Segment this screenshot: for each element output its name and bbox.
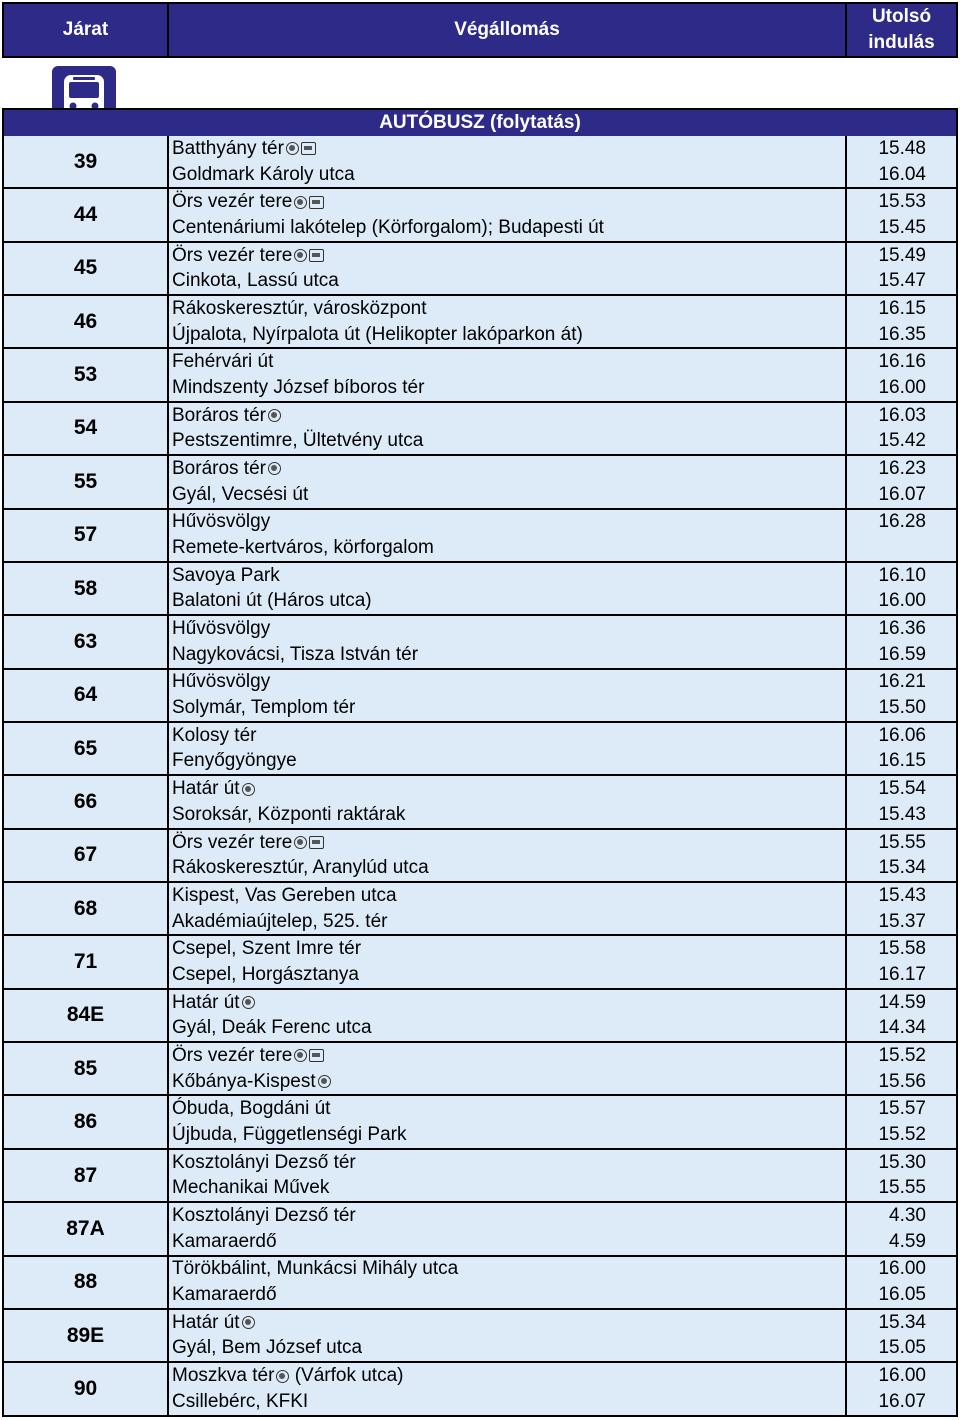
table-row	[4, 828, 956, 881]
metro-icon	[294, 196, 307, 209]
destination-line	[172, 963, 845, 987]
header-last-departure	[847, 4, 956, 56]
destination-name: Kispest, Vas Gereben utca	[172, 884, 397, 906]
destination-line	[172, 1070, 845, 1094]
header-route: Járat	[4, 4, 167, 56]
last-departure-time: 16.10	[878, 564, 926, 586]
last-departure-time: 15.42	[878, 430, 926, 452]
destination-name: Örs vezér tere	[172, 831, 293, 853]
header-last-line1: Utolsó	[871, 6, 932, 27]
destination-name: Határ út	[172, 1311, 240, 1333]
table-row	[4, 347, 956, 400]
destination-name: Mechanikai Művek	[172, 1177, 330, 1199]
destinations	[169, 883, 845, 934]
metro-icon	[242, 996, 255, 1009]
last-departure-time: 15.49	[878, 244, 926, 266]
last-departure-time: 16.07	[878, 1390, 926, 1412]
destination-name: Batthyány tér	[172, 137, 284, 159]
last-departure-time: 16.00	[878, 376, 926, 398]
destination-line	[172, 1230, 845, 1254]
last-departures	[847, 723, 956, 774]
last-departure-time: 16.17	[878, 963, 926, 985]
last-departure-time: 15.37	[878, 910, 926, 932]
route-number: 54	[4, 403, 167, 454]
destinations	[169, 776, 845, 827]
last-departures	[847, 936, 956, 987]
destinations	[169, 1257, 845, 1308]
metro-icon	[294, 249, 307, 262]
route-number: 71	[4, 936, 167, 987]
destination-line	[172, 1151, 845, 1175]
metro-icon	[242, 1316, 255, 1329]
table-row	[4, 294, 956, 347]
last-departure-time: 16.00	[878, 1258, 926, 1280]
destination-line	[172, 1176, 845, 1200]
destination-line	[172, 564, 845, 588]
last-departure-time: 15.05	[878, 1337, 926, 1359]
metro-icon	[286, 142, 299, 155]
destination-line	[172, 1016, 845, 1040]
destination-line	[172, 457, 845, 481]
last-departures	[847, 616, 956, 667]
destination-name: Óbuda, Bogdáni út	[172, 1098, 331, 1120]
last-departure-time: 16.00	[878, 1365, 926, 1387]
destination-line	[172, 1257, 845, 1281]
last-departure-time: 15.48	[878, 137, 926, 159]
destination-name: Kamaraerdő	[172, 1230, 277, 1252]
last-departure-time: 15.52	[878, 1044, 926, 1066]
last-departure-time: 15.43	[878, 884, 926, 906]
last-departure-time: 16.23	[878, 457, 926, 479]
route-number: 85	[4, 1043, 167, 1094]
section-title: AUTÓBUSZ (folytatás)	[4, 110, 956, 136]
last-departure-time: 16.03	[878, 404, 926, 426]
destination-name: Kosztolányi Dezső tér	[172, 1151, 356, 1173]
destination-name: Remete-kertváros, körforgalom	[172, 537, 434, 559]
destinations	[169, 510, 845, 561]
destination-line	[172, 1123, 845, 1147]
destination-name: Határ út	[172, 778, 240, 800]
last-departures	[847, 1257, 956, 1308]
route-number: 66	[4, 776, 167, 827]
destinations	[169, 136, 845, 187]
last-departure-time: 15.34	[878, 1311, 926, 1333]
last-departure-time: 15.52	[878, 1123, 926, 1145]
last-departure-time: 16.16	[878, 351, 926, 373]
last-departure-time: 15.34	[878, 857, 926, 879]
destinations	[169, 1150, 845, 1201]
destination-line	[172, 1311, 845, 1335]
hev-icon	[309, 196, 324, 209]
route-number: 87A	[4, 1203, 167, 1254]
destination-name: Savoya Park	[172, 564, 280, 586]
hev-icon	[309, 836, 324, 849]
destination-name: Csepel, Szent Imre tér	[172, 938, 362, 960]
table-row	[4, 454, 956, 507]
last-departures	[847, 456, 956, 507]
destinations	[169, 243, 845, 294]
last-departures	[847, 883, 956, 934]
destination-name: Csepel, Horgásztanya	[172, 963, 359, 985]
route-number: 46	[4, 296, 167, 347]
route-number: 63	[4, 616, 167, 667]
destination-line	[172, 937, 845, 961]
destinations	[169, 563, 845, 614]
table-row	[4, 561, 956, 614]
last-departure-time: 15.54	[878, 778, 926, 800]
destination-line	[172, 1283, 845, 1307]
table-row	[4, 187, 956, 240]
table-row	[4, 241, 956, 294]
table-row	[4, 1255, 956, 1308]
destination-line	[172, 589, 845, 613]
last-departure-time: 16.35	[878, 323, 926, 345]
last-departures	[847, 1096, 956, 1147]
last-departure-time: 15.45	[878, 216, 926, 238]
last-departure-time: 15.50	[878, 697, 926, 719]
destination-name: Rákoskeresztúr, városközpont	[172, 297, 427, 319]
destination-name: Csillebérc, KFKI	[172, 1390, 309, 1412]
last-departure-time: 14.34	[878, 1017, 926, 1039]
last-departure-time: 4.59	[889, 1230, 926, 1252]
table-row	[4, 136, 956, 187]
last-departures	[847, 403, 956, 454]
destination-name: Balatoni út (Háros utca)	[172, 590, 372, 612]
destination-name: Határ út	[172, 991, 240, 1013]
destination-name: Soroksár, Központi raktárak	[172, 803, 406, 825]
route-number: 90	[4, 1363, 167, 1414]
destination-name: Hűvösvölgy	[172, 671, 271, 693]
route-number: 86	[4, 1096, 167, 1147]
last-departure-time: 15.56	[878, 1070, 926, 1092]
last-departure-time: 15.47	[878, 270, 926, 292]
table-row	[4, 508, 956, 561]
last-departures	[847, 136, 956, 187]
table-row	[4, 1094, 956, 1147]
table-header	[2, 2, 958, 58]
destination-name: Hűvösvölgy	[172, 511, 271, 533]
destination-name: Törökbálint, Munkácsi Mihály utca	[172, 1258, 459, 1280]
route-number: 53	[4, 349, 167, 400]
route-number: 44	[4, 189, 167, 240]
last-departures	[847, 990, 956, 1041]
last-departure-time: 16.15	[878, 750, 926, 772]
destination-name: Rákoskeresztúr, Aranylúd utca	[172, 857, 429, 879]
last-departures	[847, 670, 956, 721]
destination-line	[172, 910, 845, 934]
last-departure-time: 16.04	[878, 163, 926, 185]
last-departure-time: 15.43	[878, 803, 926, 825]
route-number: 87	[4, 1150, 167, 1201]
last-departures	[847, 1363, 956, 1414]
destination-suffix: (Várfok utca)	[289, 1365, 404, 1387]
table-row	[4, 401, 956, 454]
destination-line	[172, 856, 845, 880]
last-departures	[847, 296, 956, 347]
table-row	[4, 1361, 956, 1414]
destination-name: Gyál, Vecsési út	[172, 483, 309, 505]
destination-name: Kamaraerdő	[172, 1284, 277, 1306]
destinations	[169, 1096, 845, 1147]
destination-line	[172, 376, 845, 400]
destination-name: Nagykovácsi, Tisza István tér	[172, 643, 419, 665]
table-row	[4, 1201, 956, 1254]
last-departure-time: 16.07	[878, 483, 926, 505]
destination-line	[172, 137, 845, 161]
last-departures	[847, 349, 956, 400]
destination-line	[172, 350, 845, 374]
destination-line	[172, 483, 845, 507]
last-departures	[847, 1310, 956, 1361]
destination-name: Mindszenty József bíboros tér	[172, 376, 425, 398]
destination-name: Gyál, Deák Ferenc utca	[172, 1017, 372, 1039]
destination-line	[172, 190, 845, 214]
last-departures	[847, 1043, 956, 1094]
hev-icon	[309, 249, 324, 262]
route-number: 65	[4, 723, 167, 774]
destination-line	[172, 749, 845, 773]
destination-name: Solymár, Templom tér	[172, 697, 356, 719]
hev-icon	[301, 142, 316, 155]
last-departure-time: 15.57	[878, 1098, 926, 1120]
destination-name: Örs vezér tere	[172, 1044, 293, 1066]
destination-line	[172, 510, 845, 534]
metro-icon	[268, 409, 281, 422]
destination-line	[172, 1204, 845, 1228]
last-departures	[847, 563, 956, 614]
last-departure-time: 14.59	[878, 991, 926, 1013]
destination-name: Pestszentimre, Ültetvény utca	[172, 430, 424, 452]
destination-line	[172, 1097, 845, 1121]
last-departure-time: 16.05	[878, 1284, 926, 1306]
table-row	[4, 934, 956, 987]
destination-line	[172, 643, 845, 667]
destination-line	[172, 1364, 845, 1388]
last-departure-time: 16.28	[878, 511, 926, 533]
destinations	[169, 1363, 845, 1414]
destination-line	[172, 991, 845, 1015]
destination-line	[172, 1336, 845, 1360]
hev-icon	[309, 1049, 324, 1062]
destinations	[169, 296, 845, 347]
destination-line	[172, 696, 845, 720]
destinations	[169, 990, 845, 1041]
destination-name: Hűvösvölgy	[172, 618, 271, 640]
route-number: 67	[4, 830, 167, 881]
table-row	[4, 881, 956, 934]
destination-line	[172, 269, 845, 293]
destinations	[169, 670, 845, 721]
destination-name: Gyál, Bem József utca	[172, 1337, 363, 1359]
table-row	[4, 988, 956, 1041]
last-departure-time: 16.15	[878, 297, 926, 319]
destination-name: Újpalota, Nyírpalota út (Helikopter lakóparkon át)	[172, 323, 583, 345]
last-departures	[847, 510, 956, 561]
destination-line	[172, 297, 845, 321]
destination-name: Örs vezér tere	[172, 191, 293, 213]
destination-line	[172, 1044, 845, 1068]
destination-name: Kolosy tér	[172, 724, 257, 746]
table-row	[4, 668, 956, 721]
destination-name: Örs vezér tere	[172, 244, 293, 266]
destination-line	[172, 429, 845, 453]
last-departure-time: 16.59	[878, 643, 926, 665]
destination-line	[172, 617, 845, 641]
destination-name: Újbuda, Függetlenségi Park	[172, 1123, 407, 1145]
destinations	[169, 936, 845, 987]
destinations	[169, 830, 845, 881]
destination-line	[172, 803, 845, 827]
destination-line	[172, 777, 845, 801]
last-departures	[847, 1150, 956, 1201]
destination-line	[172, 323, 845, 347]
route-number: 55	[4, 456, 167, 507]
table-row	[4, 1041, 956, 1094]
header-destination: Végállomás	[169, 4, 845, 56]
destinations	[169, 1203, 845, 1254]
destination-name: Centenáriumi lakótelep (Körforgalom); Budapesti út	[172, 216, 604, 238]
destination-line	[172, 163, 845, 187]
table-row	[4, 774, 956, 827]
last-departures	[847, 189, 956, 240]
destination-line	[172, 536, 845, 560]
destination-name: Fehérvári út	[172, 351, 274, 373]
destination-line	[172, 1390, 845, 1414]
route-number: 89E	[4, 1310, 167, 1361]
metro-icon	[276, 1370, 289, 1383]
destination-name: Moszkva tér	[172, 1365, 275, 1387]
destinations	[169, 1043, 845, 1094]
last-departure-time: 15.58	[878, 938, 926, 960]
last-departure-time: 15.55	[878, 831, 926, 853]
last-departure-time: 15.30	[878, 1151, 926, 1173]
destination-name: Akadémiaújtelep, 525. tér	[172, 910, 388, 932]
destination-line	[172, 216, 845, 240]
last-departure-time: 16.21	[878, 671, 926, 693]
destination-line	[172, 404, 845, 428]
destination-line	[172, 724, 845, 748]
timetable	[2, 136, 958, 1417]
table-row	[4, 1148, 956, 1201]
destinations	[169, 723, 845, 774]
last-departures	[847, 1203, 956, 1254]
last-departures	[847, 830, 956, 881]
destination-name: Boráros tér	[172, 457, 266, 479]
metro-icon	[294, 836, 307, 849]
last-departure-time: 15.55	[878, 1177, 926, 1199]
destination-name: Goldmark Károly utca	[172, 163, 355, 185]
header-last-line2: indulás	[868, 32, 935, 53]
section-band	[2, 108, 958, 136]
metro-icon	[294, 1049, 307, 1062]
route-number: 58	[4, 563, 167, 614]
metro-icon	[318, 1075, 331, 1088]
route-number: 84E	[4, 990, 167, 1041]
route-number: 68	[4, 883, 167, 934]
route-number: 88	[4, 1257, 167, 1308]
last-departure-time: 16.00	[878, 590, 926, 612]
destination-name: Kosztolányi Dezső tér	[172, 1205, 356, 1227]
destinations	[169, 189, 845, 240]
last-departure-time: 16.06	[878, 724, 926, 746]
destinations	[169, 1310, 845, 1361]
destinations	[169, 616, 845, 667]
metro-icon	[268, 462, 281, 475]
table-row	[4, 614, 956, 667]
route-number: 45	[4, 243, 167, 294]
destination-line	[172, 244, 845, 268]
destinations	[169, 456, 845, 507]
last-departure-time: 4.30	[889, 1205, 926, 1227]
destinations	[169, 403, 845, 454]
destination-line	[172, 884, 845, 908]
destination-name: Cinkota, Lassú utca	[172, 270, 339, 292]
last-departures	[847, 243, 956, 294]
metro-icon	[242, 783, 255, 796]
last-departure-time: 15.53	[878, 191, 926, 213]
destination-name: Fenyőgyöngye	[172, 750, 297, 772]
route-number: 57	[4, 510, 167, 561]
last-departures	[847, 776, 956, 827]
last-departure-time: 16.36	[878, 618, 926, 640]
destination-line	[172, 670, 845, 694]
destination-name: Kőbánya-Kispest	[172, 1070, 316, 1092]
table-row	[4, 721, 956, 774]
route-number: 39	[4, 136, 167, 187]
destinations	[169, 349, 845, 400]
route-number: 64	[4, 670, 167, 721]
destination-line	[172, 831, 845, 855]
destination-name: Boráros tér	[172, 404, 266, 426]
table-row	[4, 1308, 956, 1361]
